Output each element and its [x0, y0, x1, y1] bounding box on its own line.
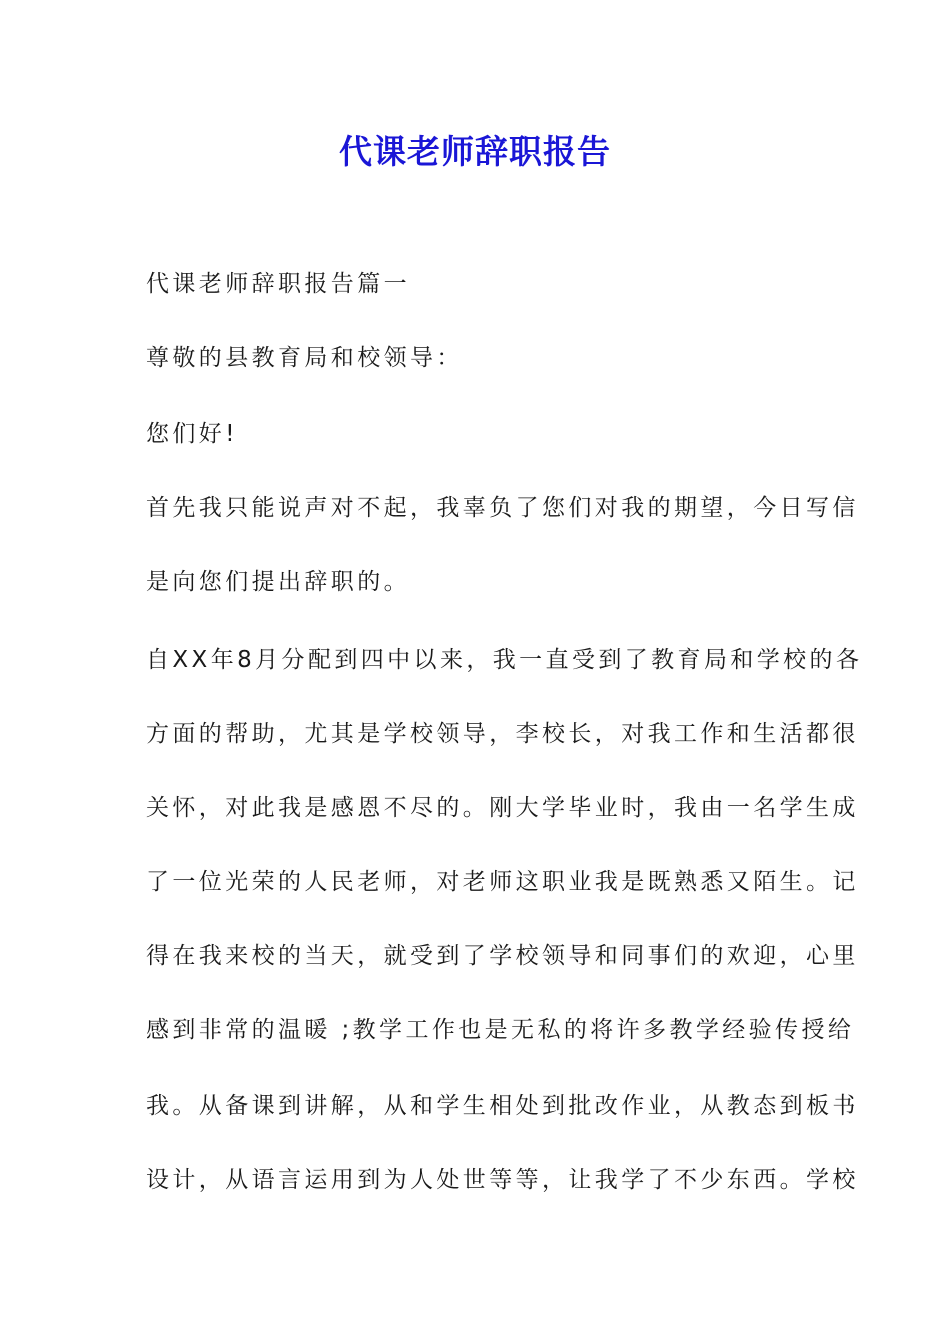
salutation: 尊敬的县教育局和校领导： [146, 345, 463, 371]
paragraph-line: 了一位光荣的人民老师，对老师这职业我是既熟悉又陌生。记 [146, 869, 859, 895]
paragraph-line: 我。从备课到讲解，从和学生相处到批改作业，从教态到板书 [146, 1093, 859, 1119]
paragraph-line: 方面的帮助，尤其是学校领导，李校长，对我工作和生活都很 [146, 721, 859, 747]
paragraph-line: 得在我来校的当天，就受到了学校领导和同事们的欢迎，心里 [146, 943, 859, 969]
paragraph-line: 设计，从语言运用到为人处世等等，让我学了不少东西。学校 [146, 1167, 859, 1193]
section-heading: 代课老师辞职报告篇一 [146, 271, 410, 297]
paragraph-line: 关怀，对此我是感恩不尽的。刚大学毕业时，我由一名学生成 [146, 795, 859, 821]
paragraph-line: 自XX年8月分配到四中以来，我一直受到了教育局和学校的各 [146, 647, 863, 673]
paragraph-line: 是向您们提出辞职的。 [146, 569, 410, 595]
greeting: 您们好! [146, 421, 238, 447]
document-title: 代课老师辞职报告 [339, 132, 611, 171]
paragraph-line: 感到非常的温暖 ;教学工作也是无私的将许多教学经验传授给 [146, 1017, 855, 1043]
paragraph-line: 首先我只能说声对不起，我辜负了您们对我的期望，今日写信 [146, 495, 859, 521]
